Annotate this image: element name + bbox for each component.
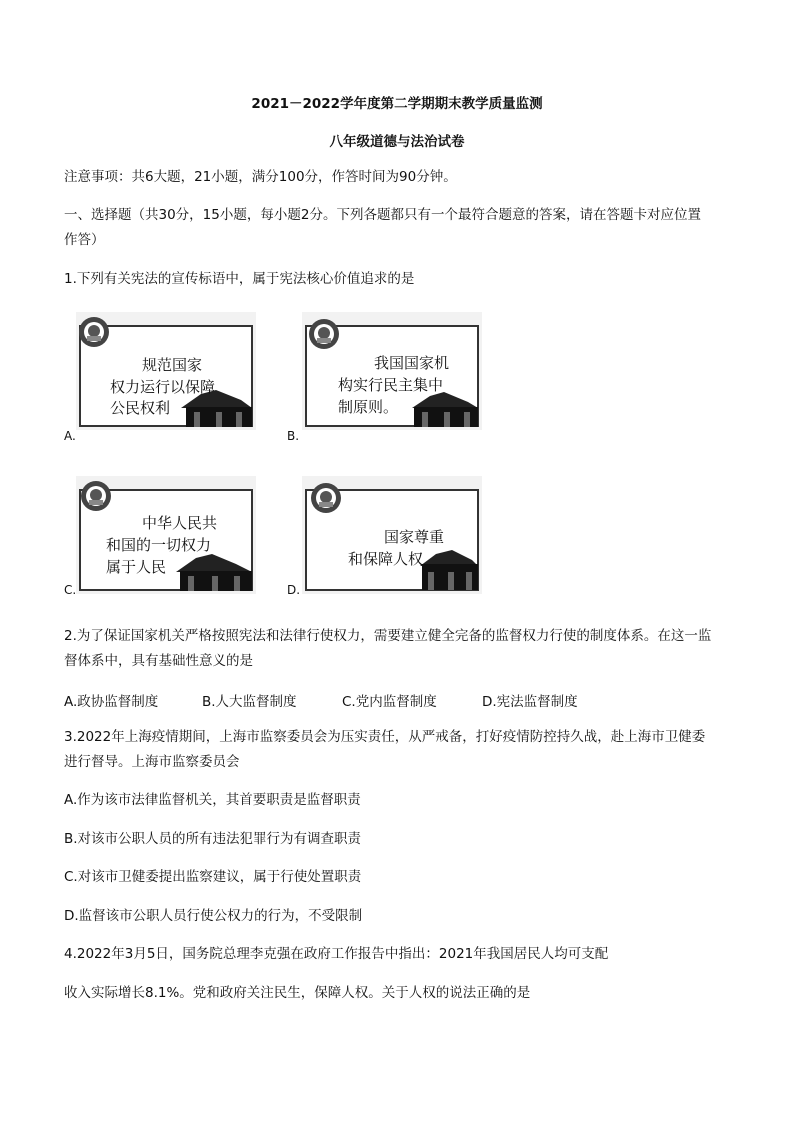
poster-a-line-1: 规范国家 bbox=[142, 356, 203, 374]
q2-option-c: C.党内监督制度 bbox=[342, 694, 437, 710]
emblem-icon bbox=[81, 481, 111, 511]
option-b-label: B. bbox=[287, 429, 300, 443]
exam-title: 2021－2022学年度第二学期期末教学质量监测 bbox=[251, 96, 543, 112]
q2-option-b: B.人大监督制度 bbox=[202, 694, 297, 710]
poster-b-line-2: 构实行民主集中 bbox=[338, 376, 444, 394]
q2-option-d: D.宪法监督制度 bbox=[482, 694, 578, 710]
question-2-stem: 2.为了保证国家机关严格按照宪法和法律行使权力，需要建立健全完备的监督权力行使的制度体系。在这一监 bbox=[64, 628, 712, 644]
option-b-poster bbox=[302, 312, 482, 430]
q3-option-c: C.对该市卫健委提出监察建议，属于行使处置职责 bbox=[64, 869, 362, 885]
option-a-poster bbox=[76, 312, 256, 430]
poster-a-line-2: 权力运行以保障 bbox=[110, 378, 216, 396]
notice-text: 注意事项：共6大题，21小题，满分100分，作答时间为90分钟。 bbox=[64, 169, 457, 185]
option-c-poster bbox=[76, 476, 256, 594]
poster-d-line-1: 国家尊重 bbox=[384, 528, 445, 546]
question-3-stem: 3.2022年上海疫情期间，上海市监察委员会为压实责任，从严戒备，打好疫情防控持久战，赴上海市卫健委 bbox=[64, 729, 706, 745]
question-4-stem: 4.2022年3月5日，国务院总理李克强在政府工作报告中指出：2021年我国居民人均可支配 bbox=[64, 946, 609, 962]
emblem-icon bbox=[79, 317, 109, 347]
option-c-label: C. bbox=[64, 583, 77, 597]
q3-option-d: D.监督该市公职人员行使公权力的行为，不受限制 bbox=[64, 908, 363, 924]
poster-d-line-2: 和保障人权 bbox=[348, 550, 424, 568]
section-heading: 一、选择题（共30分，15小题，每小题2分。下列各题都只有一个最符合题意的答案，请在答题卡对应位置 bbox=[64, 207, 701, 223]
q3-option-a: A.作为该市法律监督机关，其首要职责是监督职责 bbox=[64, 792, 361, 808]
option-a-label: A. bbox=[64, 429, 76, 443]
section-heading-cont: 作答） bbox=[64, 232, 105, 248]
poster-b-line-1: 我国国家机 bbox=[374, 354, 450, 372]
poster-c-line-2: 和国的一切权力 bbox=[106, 536, 212, 554]
question-1-stem: 1.下列有关宪法的宣传标语中，属于宪法核心价值追求的是 bbox=[64, 271, 415, 287]
q3-option-b: B.对该市公职人员的所有违法犯罪行为有调查职责 bbox=[64, 831, 362, 847]
poster-b-line-3: 制原则。 bbox=[338, 398, 399, 416]
question-4-stem-cont: 收入实际增长8.1%。党和政府关注民生，保障人权。关于人权的说法正确的是 bbox=[64, 985, 531, 1001]
q2-option-a: A.政协监督制度 bbox=[64, 694, 159, 710]
emblem-icon bbox=[309, 319, 339, 349]
question-2-stem-cont: 督体系中，具有基础性意义的是 bbox=[64, 653, 253, 669]
exam-subtitle: 八年级道德与法治试卷 bbox=[329, 134, 465, 150]
poster-c-line-1: 中华人民共 bbox=[142, 514, 218, 532]
poster-a-line-3: 公民权利 bbox=[110, 399, 171, 417]
question-3-stem-cont: 进行督导。上海市监察委员会 bbox=[64, 754, 240, 770]
option-d-label: D. bbox=[287, 583, 301, 597]
emblem-icon bbox=[311, 483, 341, 513]
poster-c-line-3: 属于人民 bbox=[106, 558, 167, 576]
option-d-poster bbox=[302, 476, 482, 594]
